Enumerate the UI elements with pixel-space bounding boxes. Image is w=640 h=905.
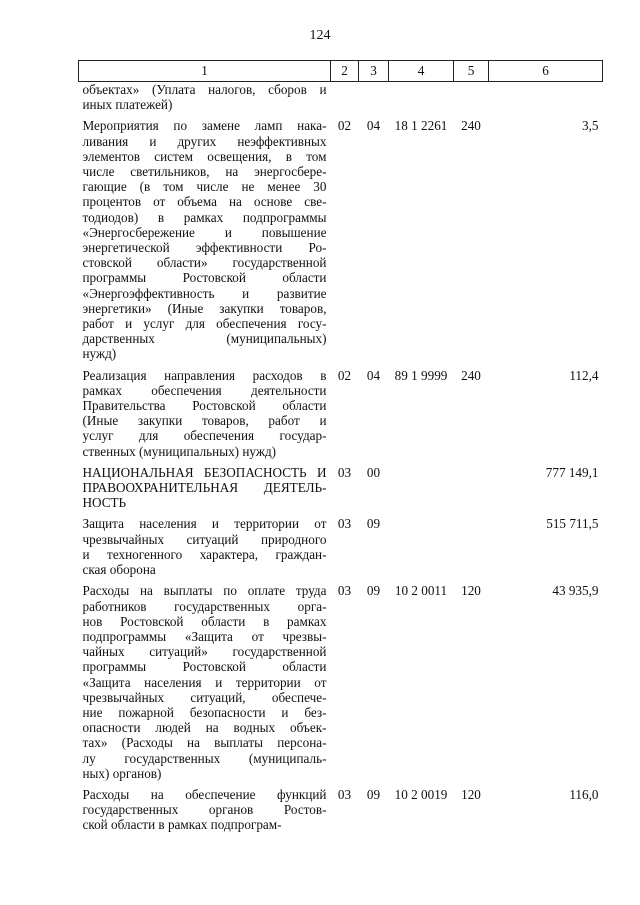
budget-table	[78, 60, 603, 839]
table-row	[79, 465, 603, 517]
table-row	[79, 118, 603, 367]
table-header-row	[79, 61, 603, 82]
description-line: процентов от объема на основе све-	[82, 194, 327, 210]
section-code: 03	[337, 464, 352, 480]
description-line: государственных органов Ростов-	[82, 802, 327, 818]
row-description	[79, 583, 331, 787]
description-line: Правительства Ростовской области	[82, 398, 327, 414]
amount-value: 116,0	[569, 786, 599, 802]
description-line: числе светильников, на энергосбере-	[82, 164, 327, 180]
section-code: 03	[337, 786, 352, 802]
amount-value	[489, 82, 603, 119]
row-description	[79, 465, 331, 517]
description-line: Расходы на выплаты по оплате труда	[82, 583, 327, 599]
description-line: ных) органов)	[82, 765, 162, 781]
expense-type-code	[454, 465, 489, 517]
description-line: НАЦИОНАЛЬНАЯ БЕЗОПАСНОСТЬ И	[82, 464, 327, 480]
section-code: 02	[337, 118, 352, 134]
description-line: подпрограммы «Защита от чрезвы-	[82, 628, 327, 644]
description-line: чайных ситуаций» государственной	[82, 644, 327, 660]
description-line: иных платежей)	[82, 97, 173, 113]
description-line: гающие (в том числе не менее 30	[82, 179, 327, 195]
description-line: ственных (муниципальных) нужд)	[82, 443, 277, 459]
expense-type-code: 120	[461, 583, 481, 599]
expense-type-code: 120	[461, 786, 481, 802]
description-line: НОСТЬ	[82, 495, 127, 511]
subsection-code: 09	[366, 516, 381, 532]
table-body	[79, 82, 603, 839]
row-description	[79, 118, 331, 367]
column-header: 2	[331, 61, 359, 82]
description-line: Защита населения и территории от	[82, 516, 327, 532]
column-header: 6	[489, 61, 603, 82]
description-line: стовской области» государственной	[82, 255, 327, 271]
column-header: 3	[359, 61, 389, 82]
table-row	[79, 82, 603, 119]
table-row	[79, 787, 603, 839]
description-line: ливания и других неэффективных	[82, 133, 327, 149]
subsection-code: 00	[366, 464, 381, 480]
description-line: ская оборона	[82, 562, 156, 578]
description-line: лу государственных (муниципаль-	[82, 750, 327, 766]
description-line: услуг для обеспечения государ-	[82, 428, 327, 444]
row-description	[79, 368, 331, 465]
section-code	[331, 82, 359, 119]
description-line: Расходы на обеспечение функций	[82, 786, 327, 802]
target-item-code	[389, 516, 454, 583]
description-line: дарственных (муниципальных)	[82, 331, 327, 347]
expense-type-code	[454, 516, 489, 583]
target-item-code: 10 2 0019	[394, 786, 448, 802]
description-line: опасности людей на водных объек-	[82, 720, 327, 736]
section-code: 03	[337, 516, 352, 532]
description-line: «Защита населения и территории от	[82, 674, 327, 690]
description-line: Реализация направления расходов в	[82, 367, 327, 383]
description-line: и техногенного характера, граждан-	[82, 546, 327, 562]
description-line: программы Ростовской области	[82, 659, 327, 675]
description-line: чрезвычайных ситуаций природного	[82, 531, 327, 547]
description-line: (Иные закупки товаров, работ и	[82, 413, 327, 429]
description-line: чрезвычайных ситуаций, обеспече-	[82, 689, 327, 705]
row-description	[79, 82, 331, 119]
section-code: 03	[337, 583, 352, 599]
row-description	[79, 787, 331, 839]
description-line: тодиодов) в рамках подпрограммы	[82, 209, 327, 225]
amount-value: 43 935,9	[552, 583, 599, 599]
description-line: Мероприятия по замене ламп нака-	[82, 118, 327, 134]
section-code: 02	[337, 367, 352, 383]
amount-value: 3,5	[582, 118, 599, 134]
description-line: энергетической эффективности Ро-	[82, 240, 327, 256]
subsection-code: 09	[366, 583, 381, 599]
description-line: ние пожарной безопасности и без-	[82, 704, 327, 720]
column-header: 4	[389, 61, 454, 82]
description-line: объектах» (Уплата налогов, сборов и	[82, 82, 327, 97]
table-row	[79, 516, 603, 583]
target-item-code: 10 2 0011	[394, 583, 448, 599]
subsection-code: 04	[366, 118, 381, 134]
description-line: рамках обеспечения деятельности	[82, 382, 327, 398]
description-line: нужд)	[82, 346, 117, 362]
expense-type-code	[454, 82, 489, 119]
description-line: ской области в рамках подпрограм-	[82, 817, 282, 833]
subsection-code: 04	[366, 367, 381, 383]
description-line: работников государственных орга-	[82, 598, 327, 614]
table-row	[79, 368, 603, 465]
description-line: тах» (Расходы на выплаты персона-	[82, 735, 327, 751]
target-item-code: 89 1 9999	[394, 367, 448, 383]
subsection-code	[359, 82, 389, 119]
page-number: 124	[309, 28, 331, 43]
row-description	[79, 516, 331, 583]
description-line: ПРАВООХРАНИТЕЛЬНАЯ ДЕЯТЕЛЬ-	[82, 480, 327, 496]
subsection-code: 09	[366, 786, 381, 802]
table-row	[79, 583, 603, 787]
target-item-code: 18 1 2261	[394, 118, 448, 134]
target-item-code	[389, 82, 454, 119]
description-line: энергетики» (Иные закупки товаров,	[82, 300, 327, 316]
amount-value: 515 711,5	[546, 516, 599, 532]
column-header: 1	[79, 61, 331, 82]
description-line: программы Ростовской области	[82, 270, 327, 286]
description-line: «Энергоэффективность и развитие	[82, 285, 327, 301]
amount-value: 777 149,1	[545, 464, 599, 480]
description-line: «Энергосбережение и повышение	[82, 224, 327, 240]
target-item-code	[389, 465, 454, 517]
expense-type-code: 240	[461, 118, 481, 134]
description-line: нов Ростовской области в рамках	[82, 613, 327, 629]
expense-type-code: 240	[461, 367, 481, 383]
description-line: элементов систем освещения, в том	[82, 148, 327, 164]
column-header: 5	[454, 61, 489, 82]
description-line: работ и услуг для обеспечения госу-	[82, 316, 327, 332]
amount-value: 112,4	[569, 367, 599, 383]
